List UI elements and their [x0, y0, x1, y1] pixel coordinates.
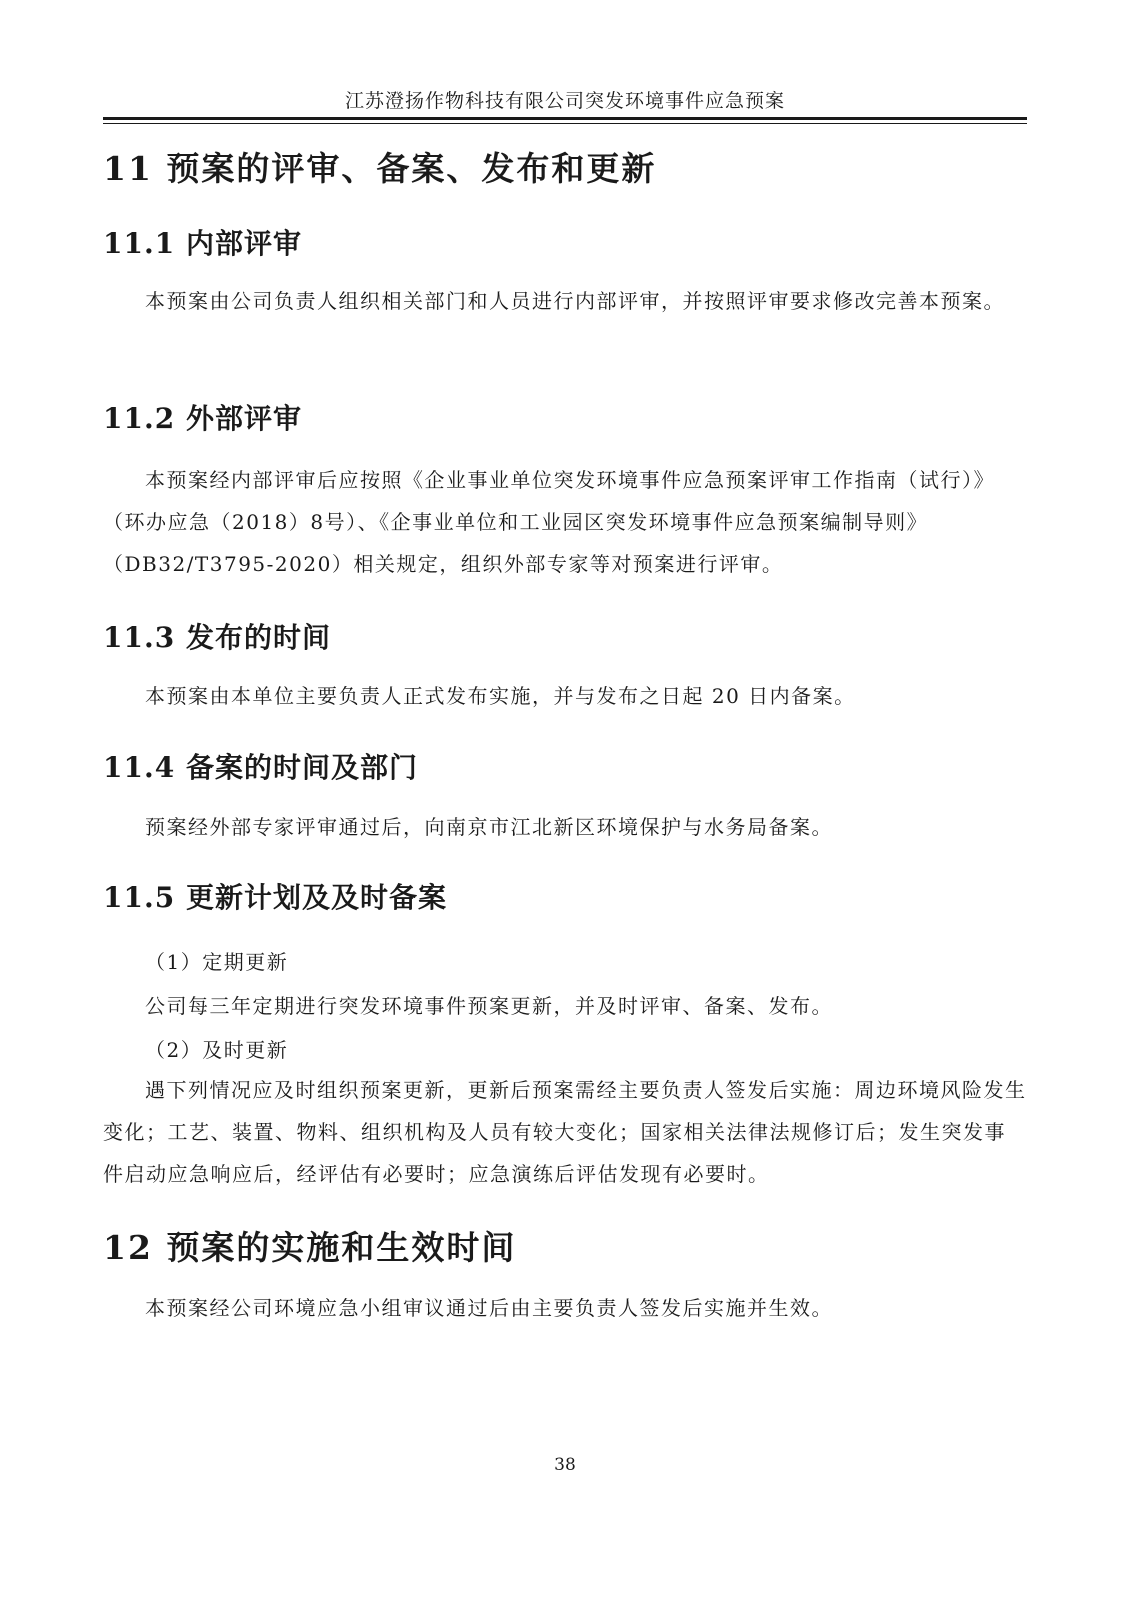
section-11-2-body: 本预案经内部评审后应按照《企业事业单位突发环境事件应急预案评审工作指南（试行）》（环办应急（2018）8号）、《企事业单位和工业园区突发环境事件应急预案编制导则》（DB32/T3795-2020）相关规定，组织外部专家等对预案进行评审。	[103, 468, 995, 576]
header-rule-thin	[103, 123, 1027, 124]
section-11-5-title: 11.5 更新计划及及时备案	[103, 881, 447, 914]
section-11-title: 11 预案的评审、备案、发布和更新	[103, 149, 657, 188]
update-item-2-body: 遇下列情况应及时组织预案更新，更新后预案需经主要负责人签发后实施：周边环境风险发生变化；工艺、装置、物料、组织机构及人员有较大变化；国家相关法律法规修订后；发生突发事件启动应急响应后，经评估有必要时；应急演练后评估发现有必要时。	[103, 1078, 1027, 1186]
section-12-body: 本预案经公司环境应急小组审议通过后由主要负责人签发后实施并生效。	[145, 1296, 833, 1320]
update-item-1-body: 公司每三年定期进行突发环境事件预案更新，并及时评审、备案、发布。	[145, 994, 833, 1018]
section-11-3-body: 本预案由本单位主要负责人正式发布实施，并与发布之日起 20 日内备案。	[145, 684, 856, 708]
section-11-4-title: 11.4 备案的时间及部门	[103, 751, 418, 784]
update-item-1-label: （1）定期更新	[145, 950, 289, 974]
header-rule	[103, 117, 1027, 120]
page-number: 38	[554, 1455, 576, 1475]
section-11-1-body: 本预案由公司负责人组织相关部门和人员进行内部评审，并按照评审要求修改完善本预案。	[145, 289, 1005, 313]
section-11-4-body: 预案经外部专家评审通过后，向南京市江北新区环境保护与水务局备案。	[145, 815, 833, 839]
section-11-1-title: 11.1 内部评审	[103, 227, 302, 260]
page-header: 江苏澄扬作物科技有限公司突发环境事件应急预案	[344, 90, 785, 112]
update-item-2-label: （2）及时更新	[145, 1038, 289, 1062]
section-11-3-title: 11.3 发布的时间	[103, 621, 331, 654]
section-11-2-title: 11.2 外部评审	[103, 402, 302, 435]
section-12-title: 12 预案的实施和生效时间	[103, 1228, 517, 1267]
